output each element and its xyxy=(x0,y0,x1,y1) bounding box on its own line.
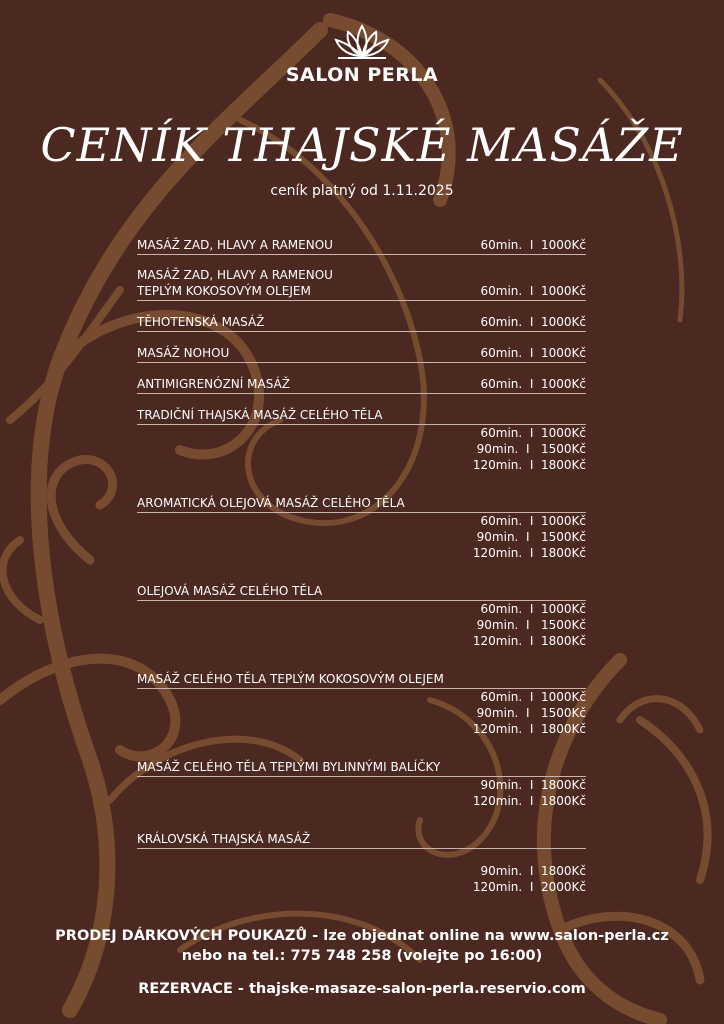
item-prices xyxy=(137,689,586,737)
item-price: 90min. I 1500Kč xyxy=(476,618,586,632)
item-price: 90min. I 1500Kč xyxy=(476,442,586,456)
item-price: 90min. I 1800Kč xyxy=(480,864,586,878)
price-item xyxy=(137,267,586,301)
price-item xyxy=(137,376,586,394)
item-name: MASÁŽ CELÉHO TĚLA TEPLÝM KOKOSOVÝM OLEJEM xyxy=(137,672,444,686)
brand-name: SALON PERLA xyxy=(285,64,439,86)
item-price: 60min. I 1000Kč xyxy=(480,346,586,360)
item-price: 90min. I 1500Kč xyxy=(476,706,586,720)
item-price: 60min. I 1000Kč xyxy=(480,315,586,329)
item-name: MASÁŽ NOHOU xyxy=(137,346,230,360)
item-price: 60min. I 1000Kč xyxy=(480,514,586,528)
item-prices xyxy=(137,425,586,473)
item-price: 120min. I 1800Kč xyxy=(472,458,586,472)
price-list xyxy=(137,237,586,895)
price-item xyxy=(137,671,586,737)
footer-reservation: REZERVACE - thajske-masaze-salon-perla.reservio.com xyxy=(138,981,586,997)
lotus-icon xyxy=(330,22,394,62)
item-price: 60min. I 1000Kč xyxy=(480,238,586,252)
item-name: MASÁŽ CELÉHO TĚLA TEPLÝMI BYLINNÝMI BALÍČKY xyxy=(137,760,441,774)
item-name: MASÁŽ ZAD, HLAVY A RAMENOU xyxy=(137,238,333,252)
price-item xyxy=(137,314,586,332)
price-item xyxy=(137,345,586,363)
price-item xyxy=(137,407,586,473)
item-prices xyxy=(137,777,586,809)
salon-logo xyxy=(0,22,724,86)
item-price: 90min. I 1500Kč xyxy=(476,530,586,544)
item-price: 60min. I 1000Kč xyxy=(480,284,586,298)
item-price: 60min. I 1000Kč xyxy=(480,377,586,391)
price-item xyxy=(137,237,586,255)
item-prices xyxy=(137,601,586,649)
item-prices xyxy=(137,863,586,895)
item-name: TĚHOTENSKÁ MASÁŽ xyxy=(137,315,265,329)
item-price: 120min. I 1800Kč xyxy=(472,546,586,560)
item-price: 60min. I 1000Kč xyxy=(480,602,586,616)
item-name: TRADIČNÍ THAJSKÁ MASÁŽ CELÉHO TĚLA xyxy=(137,408,383,422)
item-name: MASÁŽ ZAD, HLAVY A RAMENOU TEPLÝM KOKOSOVÝM OLEJEM xyxy=(137,268,333,298)
price-item xyxy=(137,831,586,895)
item-price: 60min. I 1000Kč xyxy=(480,690,586,704)
item-price: 120min. I 1800Kč xyxy=(472,634,586,648)
item-price: 60min. I 1000Kč xyxy=(480,426,586,440)
item-name: OLEJOVÁ MASÁŽ CELÉHO TĚLA xyxy=(137,584,323,598)
price-item xyxy=(137,759,586,809)
price-item xyxy=(137,583,586,649)
item-name: ANTIMIGRENÓZNÍ MASÁŽ xyxy=(137,377,290,391)
item-price: 120min. I 2000Kč xyxy=(472,880,586,894)
item-price: 120min. I 1800Kč xyxy=(472,794,586,808)
price-item xyxy=(137,495,586,561)
footer-phone: nebo na tel.: 775 748 258 (volejte po 16:00) xyxy=(181,948,543,964)
item-price: 120min. I 1800Kč xyxy=(472,722,586,736)
page-title: CENÍK THAJSKÉ MASÁŽE xyxy=(40,118,684,172)
item-prices xyxy=(137,513,586,561)
item-name: AROMATICKÁ OLEJOVÁ MASÁŽ CELÉHO TĚLA xyxy=(137,496,405,510)
item-name: KRÁLOVSKÁ THAJSKÁ MASÁŽ xyxy=(137,832,311,846)
item-price: 90min. I 1800Kč xyxy=(480,778,586,792)
footer-gift-vouchers: PRODEJ DÁRKOVÝCH POUKAZŮ - lze objednat online na www.salon-perla.cz xyxy=(55,928,669,944)
page-subtitle: ceník platný od 1.11.2025 xyxy=(270,183,454,199)
